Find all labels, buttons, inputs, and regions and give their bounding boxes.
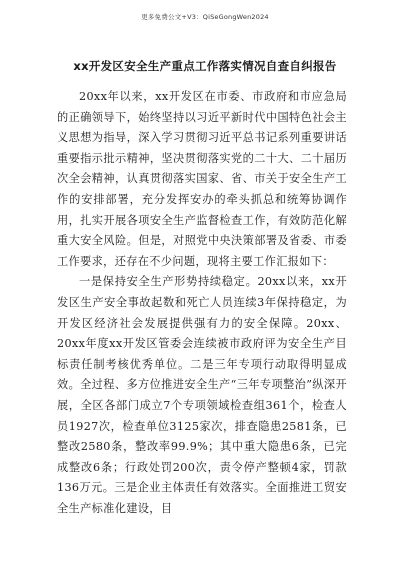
paragraph-achievements: 一是保持安全生产形势持续稳定。20xx以来，xx开发区生产安全事故起数和死亡人员连续3年保持稳定，为开发区经济社会发展提供强有力的安全保障。20xx、20xx年度xx开发区管委会连续被市政府评为安全生产目标责任制考核优秀单位。二是三年专项行动取得明显成效。全过程、多方位推进安全生产“三年专项整治”纵深开展，全区各部门成立7个专项领域检查组361个，检查人员1927次，检查单位3125家次，排查隐患2581条，已整改2580条，整改率99.9%；其中重大隐患6条，已完成整改6条；行政处罚200次，责令停产整顿4家，罚款136万元。三是企业主体责任有效落实。全面推进工贸安全生产标准化建设，目	[57, 275, 347, 515]
document-body	[57, 87, 347, 519]
header-note: 更多免费公文+V3：QiSeGongWen2024	[141, 13, 269, 21]
document-title: xx开发区安全生产重点工作落实情况自查自纠报告	[73, 59, 337, 73]
paragraph-intro: 20xx年以来，xx开发区在市委、市政府和市应急局的正确领导下，始终坚持以习近平新时代中国特色社会主义思想为指导，深入学习贯彻习近平总书记系列重要讲话重要指示批示精神，坚决贯彻落实党的二十大、二十届历次全会精神，认真贯彻落实国家、省、市关于安全生产工作的安排部署，充分发挥安办的牵头抓总和统筹协调作用，扎实开展各项安全生产监督检查工作，有效防范化解重大安全风险。但是，对照党中央決策部署及省委、市委工作要求，还存在不少问题，现将主要工作汇报如下：	[57, 90, 347, 268]
